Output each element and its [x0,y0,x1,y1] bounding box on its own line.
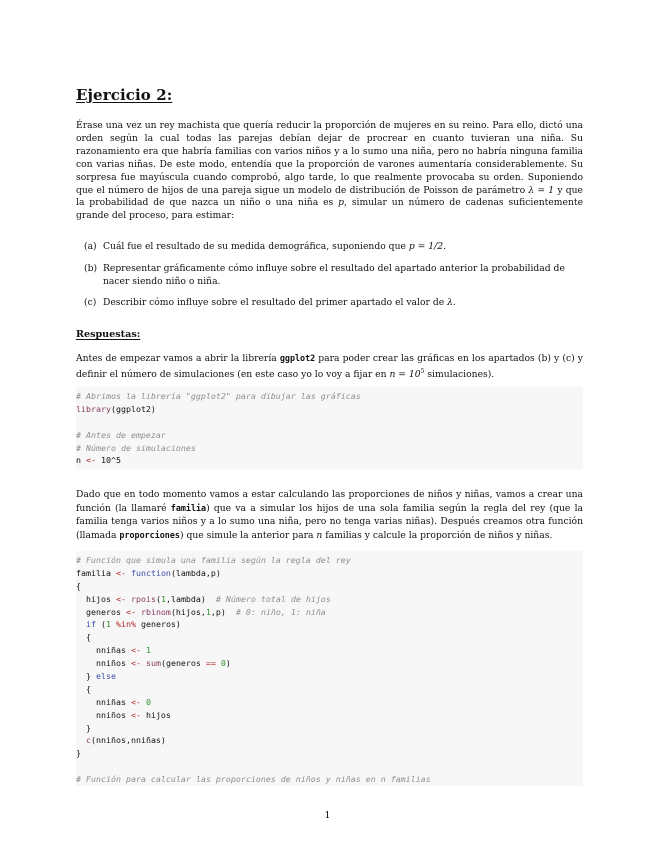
intro-paragraph: Érase una vez un rey machista que quería reducir la proporción de mujeres en su reino. Para ello, dictó una orden según la cual todas las parejas debían dejar de procrear en cuanto tuvieran una niña. Su razonamiento era que habría familias con varios niños y a lo sumo una niña, pero no habría ninguna familia con varias niñas. De este modo, entendía que la proporción de varones aumentaría considerablemente. Su sorpresa fue mayúscula cuando comprobó, algo tarde, lo que realmente provocaba su orden. Suponiendo que el número de hijos de una pareja sigue un modelo de distribución de Poisson de parámetro λ = 1 y que la probabilidad de que nazca un niño o una niña es p, simular un número de cadenas suficientemente grande del proceso, para estimar: [76,120,584,222]
page-title: Ejercicio 2: [76,86,173,104]
answers-heading: Respuestas: [76,329,141,340]
answer-paragraph-2: Dado que en todo momento vamos a estar calculando las proporciones de niños y niñas, vamos a crear una función (la llamaré familia) que va a simular los hijos de una sola familia según la regla del rey (que la familia tenga varios niños y a lo sumo una niña, pero no tenga varias niñas). Después creamos otra función (llamada proporciones) que simule la anterior para n familias y calcule la proporción de niños y niñas. [76,489,583,541]
code-block-1: # Abrimos la librería "ggplot2" para dibujar las gráficas library(ggplot2) # Antes de empezar # Número de simulaciones n <- 10^5 [76,387,583,469]
answer-paragraph-1: Antes de empezar vamos a abrir la librería ggplot2 para poder crear las gráficas en los apartados (b) y (c) y definir el número de simulaciones (en este caso yo lo voy a fijar en $n = 10^5$ simulaciones). [76,353,583,380]
lambda-equation: λ = 1 [528,184,555,196]
page-number: 1 [324,810,331,821]
code-block-2: # Función que simula una familia según la regla del rey familia <- function(lambda,p) { hijos <- rpois(1,lambda) # Número total de hijos generos <- rbinom(hijos,1,p) # 0: niño, 1: niña if (1 %in% generos) { nniñas <- 1 nniños <- sum(generos == 0) } else { nniñas <- 0 nniños <- hijos } c(nniños,nniñas) } # Función para calcular las proporciones de niños y niñas en n familias [76,551,583,786]
